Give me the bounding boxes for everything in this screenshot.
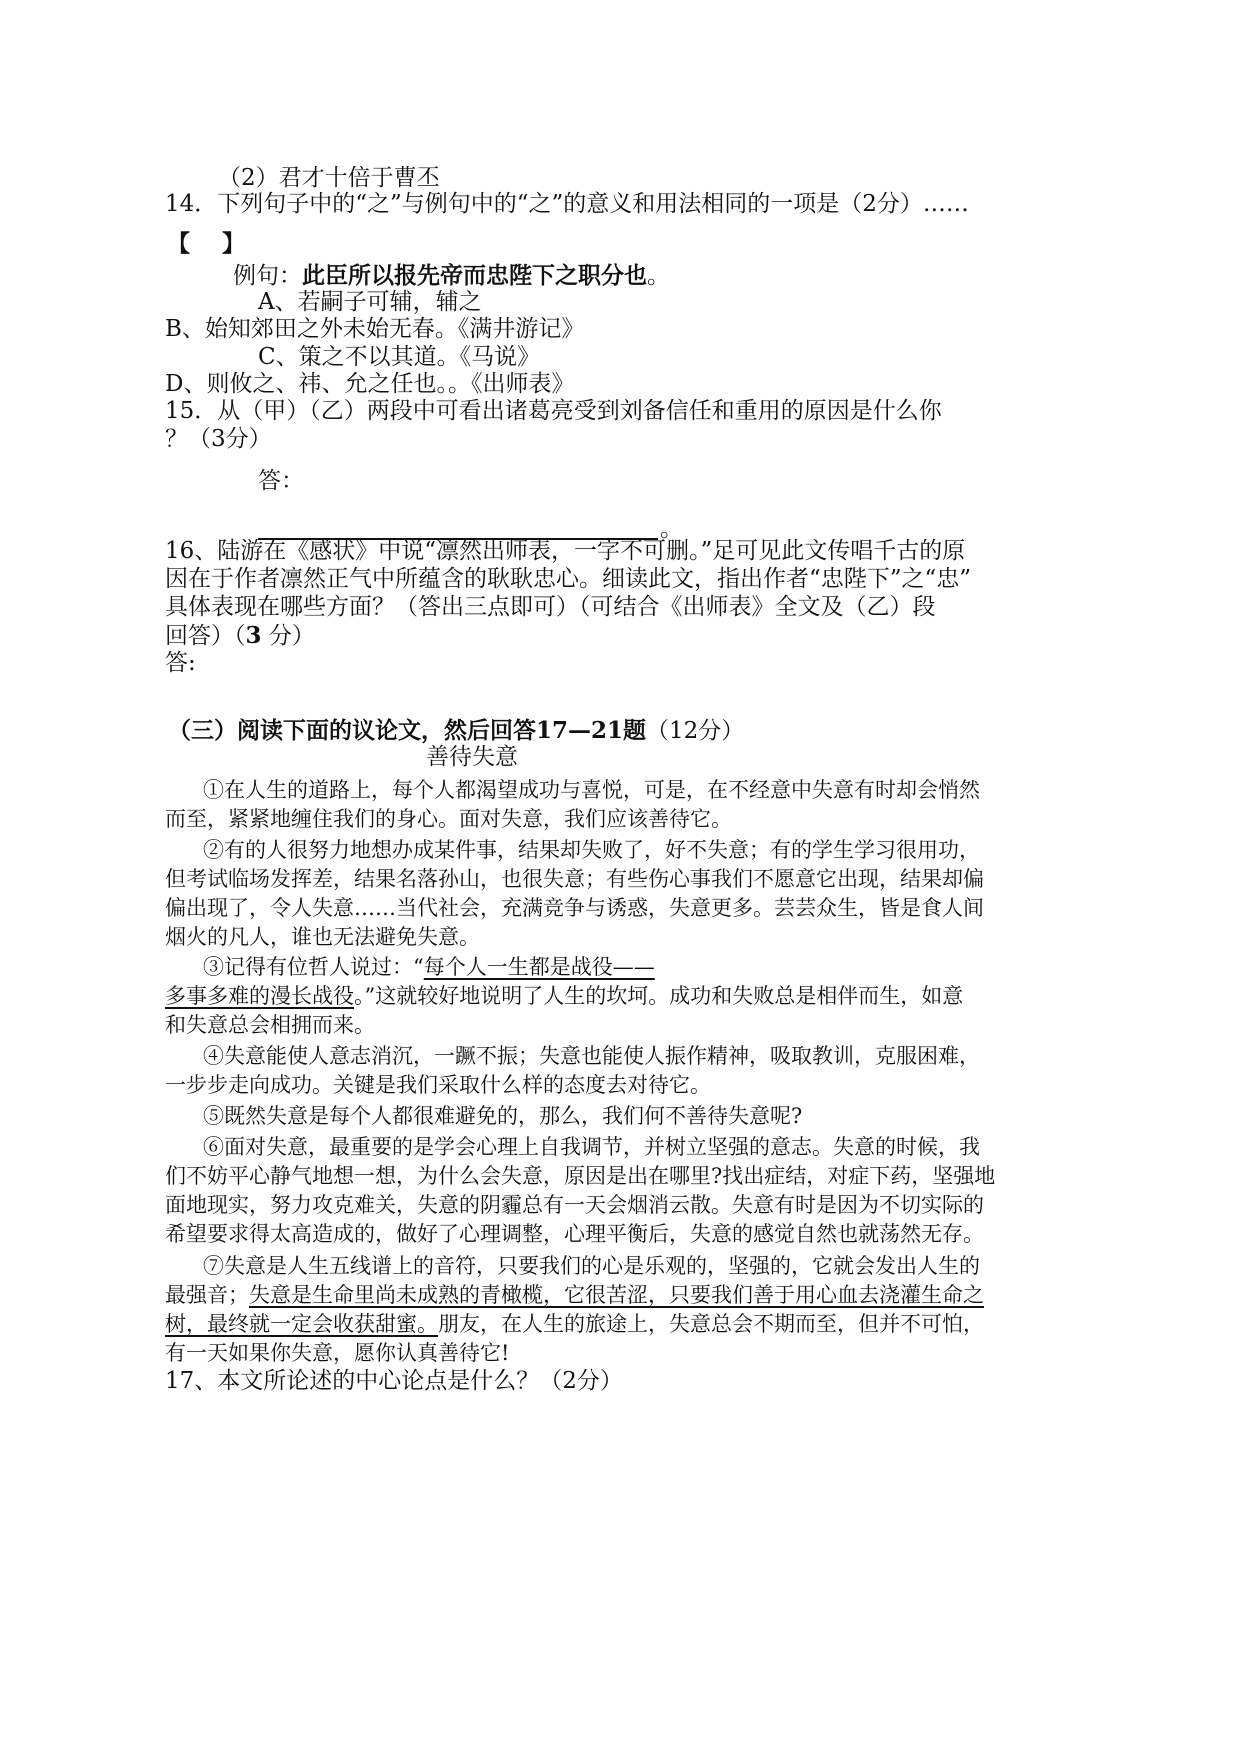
paragraph-6-line4: 希望要求得太高造成的，做好了心理调整，心理平衡后，失意的感觉自然也就荡然无存。 — [165, 1222, 984, 1246]
question-16-line3: 具体表现在哪些方面？（答出三点即可）（可结合《出师表》全文及（乙）段 — [165, 594, 936, 620]
paragraph-7-line1: ⑦失意是人生五线谱上的音符，只要我们的心是乐观的，坚强的，它就会发出人生的 — [203, 1254, 980, 1278]
paragraph-7-rest: 朋友，在人生的旅途上，失意总会不期而至，但并不可怕， — [438, 1312, 984, 1336]
option-d: D、则攸之、祎、允之任也。。《出师表》 — [165, 371, 575, 397]
question-16-unit: 分） — [261, 623, 315, 649]
paragraph-7-line3 — [165, 1314, 984, 1335]
question-16-line2: 因在于作者凛然正气中所蕴含的耿耿忠心。细读此文，指出作者“忠陛下”之“忠” — [165, 566, 972, 592]
paragraph-2-line1: ②有的人很努力地想办成某件事，结果却失败了，好不失意；有的学生学习很用功， — [203, 838, 980, 862]
paragraph-5: ⑤既然失意是每个人都很难避免的，那么，我们何不善待失意呢? — [203, 1104, 803, 1128]
paragraph-1-line2: 而至，紧紧地缠住我们的身心。面对失意，我们应该善待它。 — [165, 807, 732, 831]
section-3-title: （三）阅读下面的议论文，然后回答17—21题 — [168, 717, 647, 744]
answer-label-15: 答： — [258, 468, 304, 494]
subquestion-2: （2）君才十倍于曹丕 — [218, 165, 440, 191]
question-16-score: 3 — [245, 622, 262, 649]
answer-label-16: 答: — [165, 650, 196, 676]
example-end: 。 — [647, 263, 670, 289]
paragraph-4-line1: ④失意能使人意志消沉，一蹶不振；失意也能使人振作精神，吸取教训，克服困难， — [203, 1044, 980, 1068]
answer-bracket: 【 】 — [167, 230, 246, 257]
paragraph-2-line2: 但考试临场发挥差，结果名落孙山，也很失意；有些伤心事我们不愿意它出现，结果却偏 — [165, 867, 984, 891]
section-3-heading — [168, 719, 744, 743]
paragraph-7-underlined-1: 失意是生命里尚未成熟的青橄榄，它很苦涩，只要我们善于用心血去浇灌生命之 — [249, 1283, 984, 1307]
question-16-text: 回答）（ — [165, 623, 246, 649]
section-3-points: （12分） — [646, 718, 745, 744]
example-label: 例句： — [233, 263, 302, 289]
paragraph-4-line2: 一步步走向成功。关键是我们采取什么样的态度去对待它。 — [165, 1073, 711, 1097]
option-c: C、策之不以其道。《马说》 — [258, 344, 541, 370]
paragraph-3-quote-1: 每个人一生都是战役—— — [423, 955, 655, 979]
question-15: 15．从（甲）（乙）两段中可看出诸葛亮受到刘备信任和重用的原因是什么你 — [165, 398, 942, 424]
paragraph-7-line2 — [165, 1285, 984, 1306]
paragraph-6-line3: 面地现实，努力攻克难关，失意的阴霾总有一天会烟消云散。失意有时是因为不切实际的 — [165, 1193, 984, 1217]
example-text: 此臣所以报先帝而忠陛下之职分也 — [302, 262, 647, 289]
question-14: 14．下列句子中的“之”与例句中的“之”的意义和用法相同的一项是（2分）…… — [165, 191, 969, 217]
question-16-line4 — [165, 624, 315, 648]
option-b: B、始知郊田之外未始无春。《满井游记》 — [165, 316, 585, 342]
paragraph-3-line1 — [203, 957, 655, 978]
paragraph-3-line3: 和失意总会相拥而来。 — [165, 1013, 375, 1037]
paragraph-6-line2: 们不妨平心静气地想一想，为什么会失意，原因是出在哪里?找出症结，对症下药，坚强地 — [165, 1164, 996, 1188]
paragraph-3-intro: ③记得有位哲人说过：“ — [203, 955, 424, 979]
paragraph-7-line4: 有一天如果你失意，愿你认真善待它! — [165, 1341, 510, 1365]
option-a: A、若嗣子可辅，辅之 — [258, 289, 482, 315]
paragraph-1-line1: ①在人生的道路上，每个人都渴望成功与喜悦，可是，在不经意中失意有时却会悄然 — [203, 778, 980, 802]
paragraph-2-line4: 烟火的凡人，谁也无法避免失意。 — [165, 925, 480, 949]
answer-end-15: 。 — [660, 516, 683, 542]
question-16: 16、陆游在《感状》中说“凛然出师表，一字不可删。”足可见此文传唱千古的原 — [165, 538, 966, 564]
paragraph-7-underlined-2: 树，最终就一定会收获甜蜜。 — [165, 1312, 438, 1336]
paragraph-3-rest: 。”这就较好地说明了人生的坎坷。成功和失败总是相伴而生，如意 — [354, 984, 964, 1008]
paragraph-2-line3: 偏出现了，令人失意……当代社会，充满竞争与诱惑，失意更多。芸芸众生，皆是食人间 — [165, 896, 984, 920]
paragraph-3-quote-2: 多事多难的漫长战役 — [165, 984, 354, 1008]
essay-title: 善待失意 — [426, 744, 518, 770]
paragraph-3-line2 — [165, 986, 963, 1007]
paragraph-6-line1: ⑥面对失意，最重要的是学会心理上自我调节，并树立坚强的意志。失意的时候，我 — [203, 1135, 980, 1159]
question-15-cont: ？（3分） — [165, 426, 272, 452]
paragraph-7-start: 最强音； — [165, 1283, 249, 1307]
example-sentence — [233, 264, 670, 288]
question-17: 17、本文所论述的中心论点是什么？（2分） — [165, 1368, 623, 1394]
